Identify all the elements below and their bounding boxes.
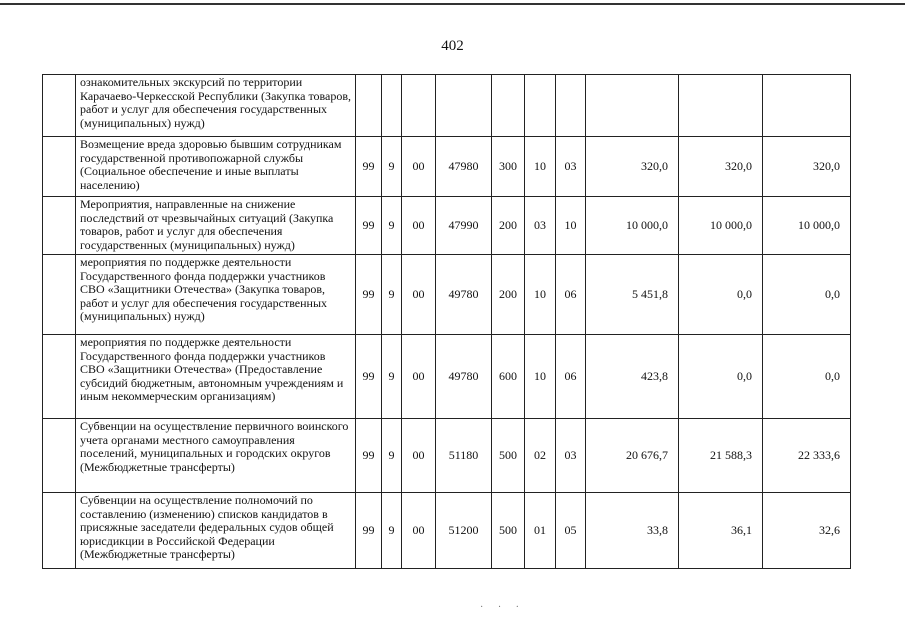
main-event-code-cell: 00 (402, 197, 436, 255)
amount-year2-cell: 10 000,0 (679, 197, 763, 255)
table-row (43, 493, 851, 569)
direction-code-cell: 49780 (436, 255, 492, 335)
amount-year1-cell: 10 000,0 (586, 197, 679, 255)
amount-year1-cell (586, 75, 679, 137)
amount-year3-cell: 32,6 (763, 493, 851, 569)
amount-year1-cell: 20 676,7 (586, 419, 679, 493)
subprogram-code-cell: 9 (382, 493, 402, 569)
subprogram-code-cell: 9 (382, 197, 402, 255)
direction-code-cell: 51180 (436, 419, 492, 493)
amount-year2-cell: 0,0 (679, 335, 763, 419)
page-number: 402 (441, 38, 464, 54)
subsection-code-cell: 03 (556, 419, 586, 493)
main-event-code-cell: 00 (402, 137, 436, 197)
amount-year1-cell: 33,8 (586, 493, 679, 569)
table-row (43, 137, 851, 197)
subsection-code-cell: 10 (556, 197, 586, 255)
subsection-code-cell: 05 (556, 493, 586, 569)
main-event-code-cell: 00 (402, 419, 436, 493)
amount-year3-cell: 0,0 (763, 335, 851, 419)
section-code-cell: 01 (525, 493, 556, 569)
main-event-code-cell: 00 (402, 255, 436, 335)
table-row (43, 419, 851, 493)
expense-name-cell: Возмещение вреда здоровью бывшим сотрудникам государственной противопожарной службы (Социальное обеспечение и иные выплаты населению) (76, 137, 356, 197)
section-code-cell: 03 (525, 197, 556, 255)
subsection-code-cell (556, 75, 586, 137)
main-event-code-cell (402, 75, 436, 137)
section-code-cell: 10 (525, 255, 556, 335)
direction-code-cell: 47990 (436, 197, 492, 255)
section-code-cell: 10 (525, 137, 556, 197)
section-code-cell: 02 (525, 419, 556, 493)
program-code-cell: 99 (356, 419, 382, 493)
subsection-code-cell: 03 (556, 137, 586, 197)
amount-year2-cell: 36,1 (679, 493, 763, 569)
program-code-cell: 99 (356, 335, 382, 419)
expense-name-cell: Субвенции на осуществление первичного воинского учета органами местного самоуправления поселений, муниципальных и городских округов (Межбюджетные трансферты) (76, 419, 356, 493)
expense-name-cell: ознакомительных экскурсий по территории Карачаево-Черкесской Республики (Закупка товаров, работ и услуг для обеспечения государственных (муниципальных) нужд) (76, 75, 356, 137)
amount-year1-cell: 423,8 (586, 335, 679, 419)
subprogram-code-cell: 9 (382, 255, 402, 335)
table-row (43, 197, 851, 255)
scan-top-border (0, 3, 905, 5)
amount-year3-cell (763, 75, 851, 137)
subprogram-code-cell: 9 (382, 419, 402, 493)
expense-type-cell: 200 (492, 255, 525, 335)
row-number-cell (43, 419, 76, 493)
subprogram-code-cell: 9 (382, 335, 402, 419)
scan-noise: · · · (480, 602, 525, 613)
amount-year1-cell: 5 451,8 (586, 255, 679, 335)
program-code-cell: 99 (356, 255, 382, 335)
amount-year3-cell: 22 333,6 (763, 419, 851, 493)
expense-type-cell: 500 (492, 493, 525, 569)
amount-year3-cell: 0,0 (763, 255, 851, 335)
row-number-cell (43, 197, 76, 255)
direction-code-cell: 47980 (436, 137, 492, 197)
expense-name-cell: мероприятия по поддержке деятельности Государственного фонда поддержки участников СВО «Защитники Отечества» (Закупка товаров, работ и услуг для обеспечения государственных (муниципальных) нужд) (76, 255, 356, 335)
subsection-code-cell: 06 (556, 335, 586, 419)
direction-code-cell: 51200 (436, 493, 492, 569)
budget-table (42, 74, 851, 569)
subprogram-code-cell (382, 75, 402, 137)
main-event-code-cell: 00 (402, 335, 436, 419)
section-code-cell (525, 75, 556, 137)
expense-type-cell: 600 (492, 335, 525, 419)
amount-year2-cell (679, 75, 763, 137)
expense-name-cell: Мероприятия, направленные на снижение последствий от чрезвычайных ситуаций (Закупка товаров, работ и услуг для обеспечения государственных (муниципальных) нужд) (76, 197, 356, 255)
subprogram-code-cell: 9 (382, 137, 402, 197)
row-number-cell (43, 137, 76, 197)
program-code-cell: 99 (356, 493, 382, 569)
table-row (43, 75, 851, 137)
row-number-cell (43, 255, 76, 335)
row-number-cell (43, 493, 76, 569)
expense-name-cell: мероприятия по поддержке деятельности Государственного фонда поддержки участников СВО «Защитники Отечества» (Предоставление субсидий бюджетным, автономным учреждениям и иным некоммерческим организациям) (76, 335, 356, 419)
amount-year2-cell: 21 588,3 (679, 419, 763, 493)
amount-year1-cell: 320,0 (586, 137, 679, 197)
expense-name-cell: Субвенции на осуществление полномочий по составлению (изменению) списков кандидатов в присяжные заседатели федеральных судов общей юрисдикции в Российской Федерации (Межбюджетные трансферты) (76, 493, 356, 569)
subsection-code-cell: 06 (556, 255, 586, 335)
program-code-cell (356, 75, 382, 137)
row-number-cell (43, 75, 76, 137)
program-code-cell: 99 (356, 137, 382, 197)
direction-code-cell: 49780 (436, 335, 492, 419)
section-code-cell: 10 (525, 335, 556, 419)
direction-code-cell (436, 75, 492, 137)
amount-year3-cell: 10 000,0 (763, 197, 851, 255)
program-code-cell: 99 (356, 197, 382, 255)
expense-type-cell (492, 75, 525, 137)
amount-year2-cell: 320,0 (679, 137, 763, 197)
expense-type-cell: 300 (492, 137, 525, 197)
table-row (43, 335, 851, 419)
expense-type-cell: 500 (492, 419, 525, 493)
main-event-code-cell: 00 (402, 493, 436, 569)
table-row (43, 255, 851, 335)
row-number-cell (43, 335, 76, 419)
amount-year3-cell: 320,0 (763, 137, 851, 197)
expense-type-cell: 200 (492, 197, 525, 255)
amount-year2-cell: 0,0 (679, 255, 763, 335)
